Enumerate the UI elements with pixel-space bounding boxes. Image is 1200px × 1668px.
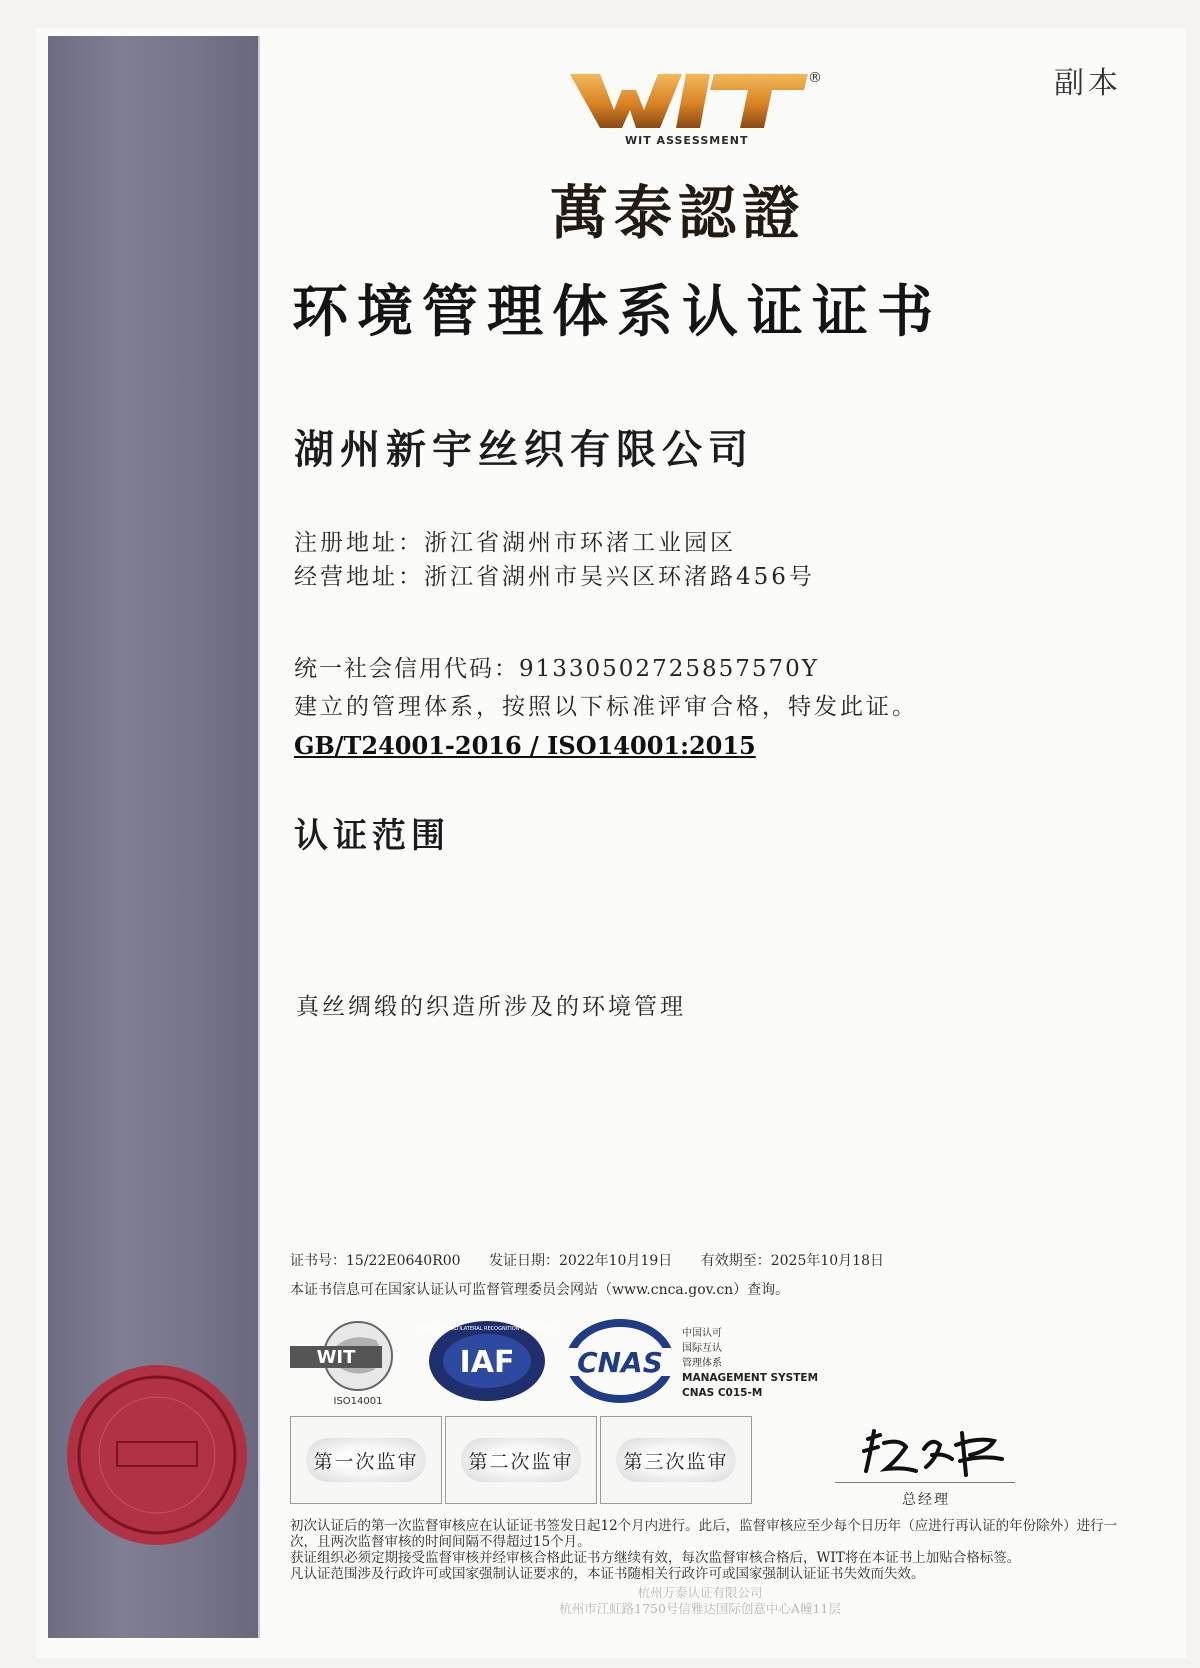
certificate-title: 环境管理体系认证证书 [292, 279, 942, 345]
iaf-mark [414, 1318, 560, 1404]
cnas-en-line-1: MANAGEMENT SYSTEM [682, 1372, 819, 1384]
fine-print-line-1: 初次认证后的第一次监督审核应在认证证书签发日起12个月内进行。此后，监督审核应至少每个日历年（应进行再认证的年份除外）进行一次，且两次监督审核的时间间隔不得超过15个月。 [290, 1518, 1118, 1550]
logo-tagline: WIT ASSESSMENT [625, 134, 749, 147]
issuer-address: 杭州市江虹路1750号信雅达国际创意中心A幢11层 [559, 1601, 841, 1616]
registered-mark: ® [808, 70, 822, 86]
signature-line [835, 1482, 1015, 1483]
copy-mark: 副本 [1054, 66, 1122, 101]
standard-reference: GB/T24001-2016 / ISO14001:2015 [294, 731, 756, 760]
company-seal [62, 1360, 252, 1550]
issue-date: 发证日期：2022年10月19日 [489, 1253, 673, 1269]
certificate-number: 证书号：15/22E0640R00 [290, 1253, 461, 1269]
iaf-ring-text: MEMBER OF MULTILATERAL RECOGNITION ARRANGEMENT [414, 1326, 560, 1332]
audit-label-2: 第二次监审 [461, 1438, 581, 1482]
audit-box-2 [445, 1416, 597, 1504]
credit-code: 统一社会信用代码：91330502725857570Y [294, 656, 819, 682]
cnas-mark [562, 1318, 678, 1404]
handwritten-signature [860, 1425, 1010, 1481]
issuer-name: 杭州万泰认证有限公司 [637, 1585, 763, 1600]
brand-name: 萬泰認證 [550, 179, 807, 247]
certification-statement: 建立的管理体系，按照以下标准评审合格，特发此证。 [294, 694, 918, 720]
company-name: 湖州新宇丝织有限公司 [294, 426, 754, 473]
business-address: 经营地址：浙江省湖州市吴兴区环渚路456号 [294, 564, 815, 590]
issuer-info [500, 1585, 900, 1617]
fine-print [290, 1518, 1140, 1582]
audit-box-3 [600, 1416, 752, 1504]
verification-note: 本证书信息可在国家认证认可监督管理委员会网站（www.cnca.gov.cn）查询。 [290, 1282, 790, 1298]
signatory-title: 总经理 [902, 1492, 950, 1508]
wit-mark-sub: ISO14001 [333, 1396, 383, 1407]
cnas-description [682, 1326, 818, 1401]
wit-accreditation-mark [290, 1318, 410, 1408]
scope-heading: 认证范围 [294, 816, 450, 856]
fine-print-line-2: 获证组织必须定期接受监督审核并经审核合格此证书方继续有效，每次监督审核合格后，WIT将在本证书上加贴合格标签。 [290, 1550, 1021, 1566]
scope-text: 真丝绸缎的织造所涉及的环境管理 [296, 994, 686, 1020]
cnas-cn-line-3: 管理体系 [682, 1358, 722, 1369]
iaf-text: IAF [459, 1345, 515, 1380]
cnas-cn-line-1: 中国认可 [682, 1328, 722, 1339]
audit-label-1: 第一次监审 [306, 1438, 426, 1482]
surveillance-audit-row [290, 1416, 755, 1504]
valid-until: 有效期至：2025年10月18日 [700, 1253, 884, 1269]
cnas-cn-line-2: 国际互认 [682, 1343, 722, 1354]
cnas-text: CNAS [577, 1346, 663, 1379]
wit-mark-text: WIT [316, 1347, 356, 1368]
certificate-meta [290, 1250, 908, 1270]
fine-print-line-3: 凡认证范围涉及行政许可或国家强制认证要求的，本证书随相关行政许可或国家强制认证证书失效而失效。 [290, 1566, 925, 1582]
audit-label-3: 第三次监审 [616, 1438, 736, 1482]
audit-box-1 [290, 1416, 442, 1504]
registered-address: 注册地址：浙江省湖州市环渚工业园区 [294, 530, 736, 556]
wit-logo-graphic [570, 70, 810, 132]
cnas-en-line-2: CNAS C015-M [682, 1387, 763, 1399]
